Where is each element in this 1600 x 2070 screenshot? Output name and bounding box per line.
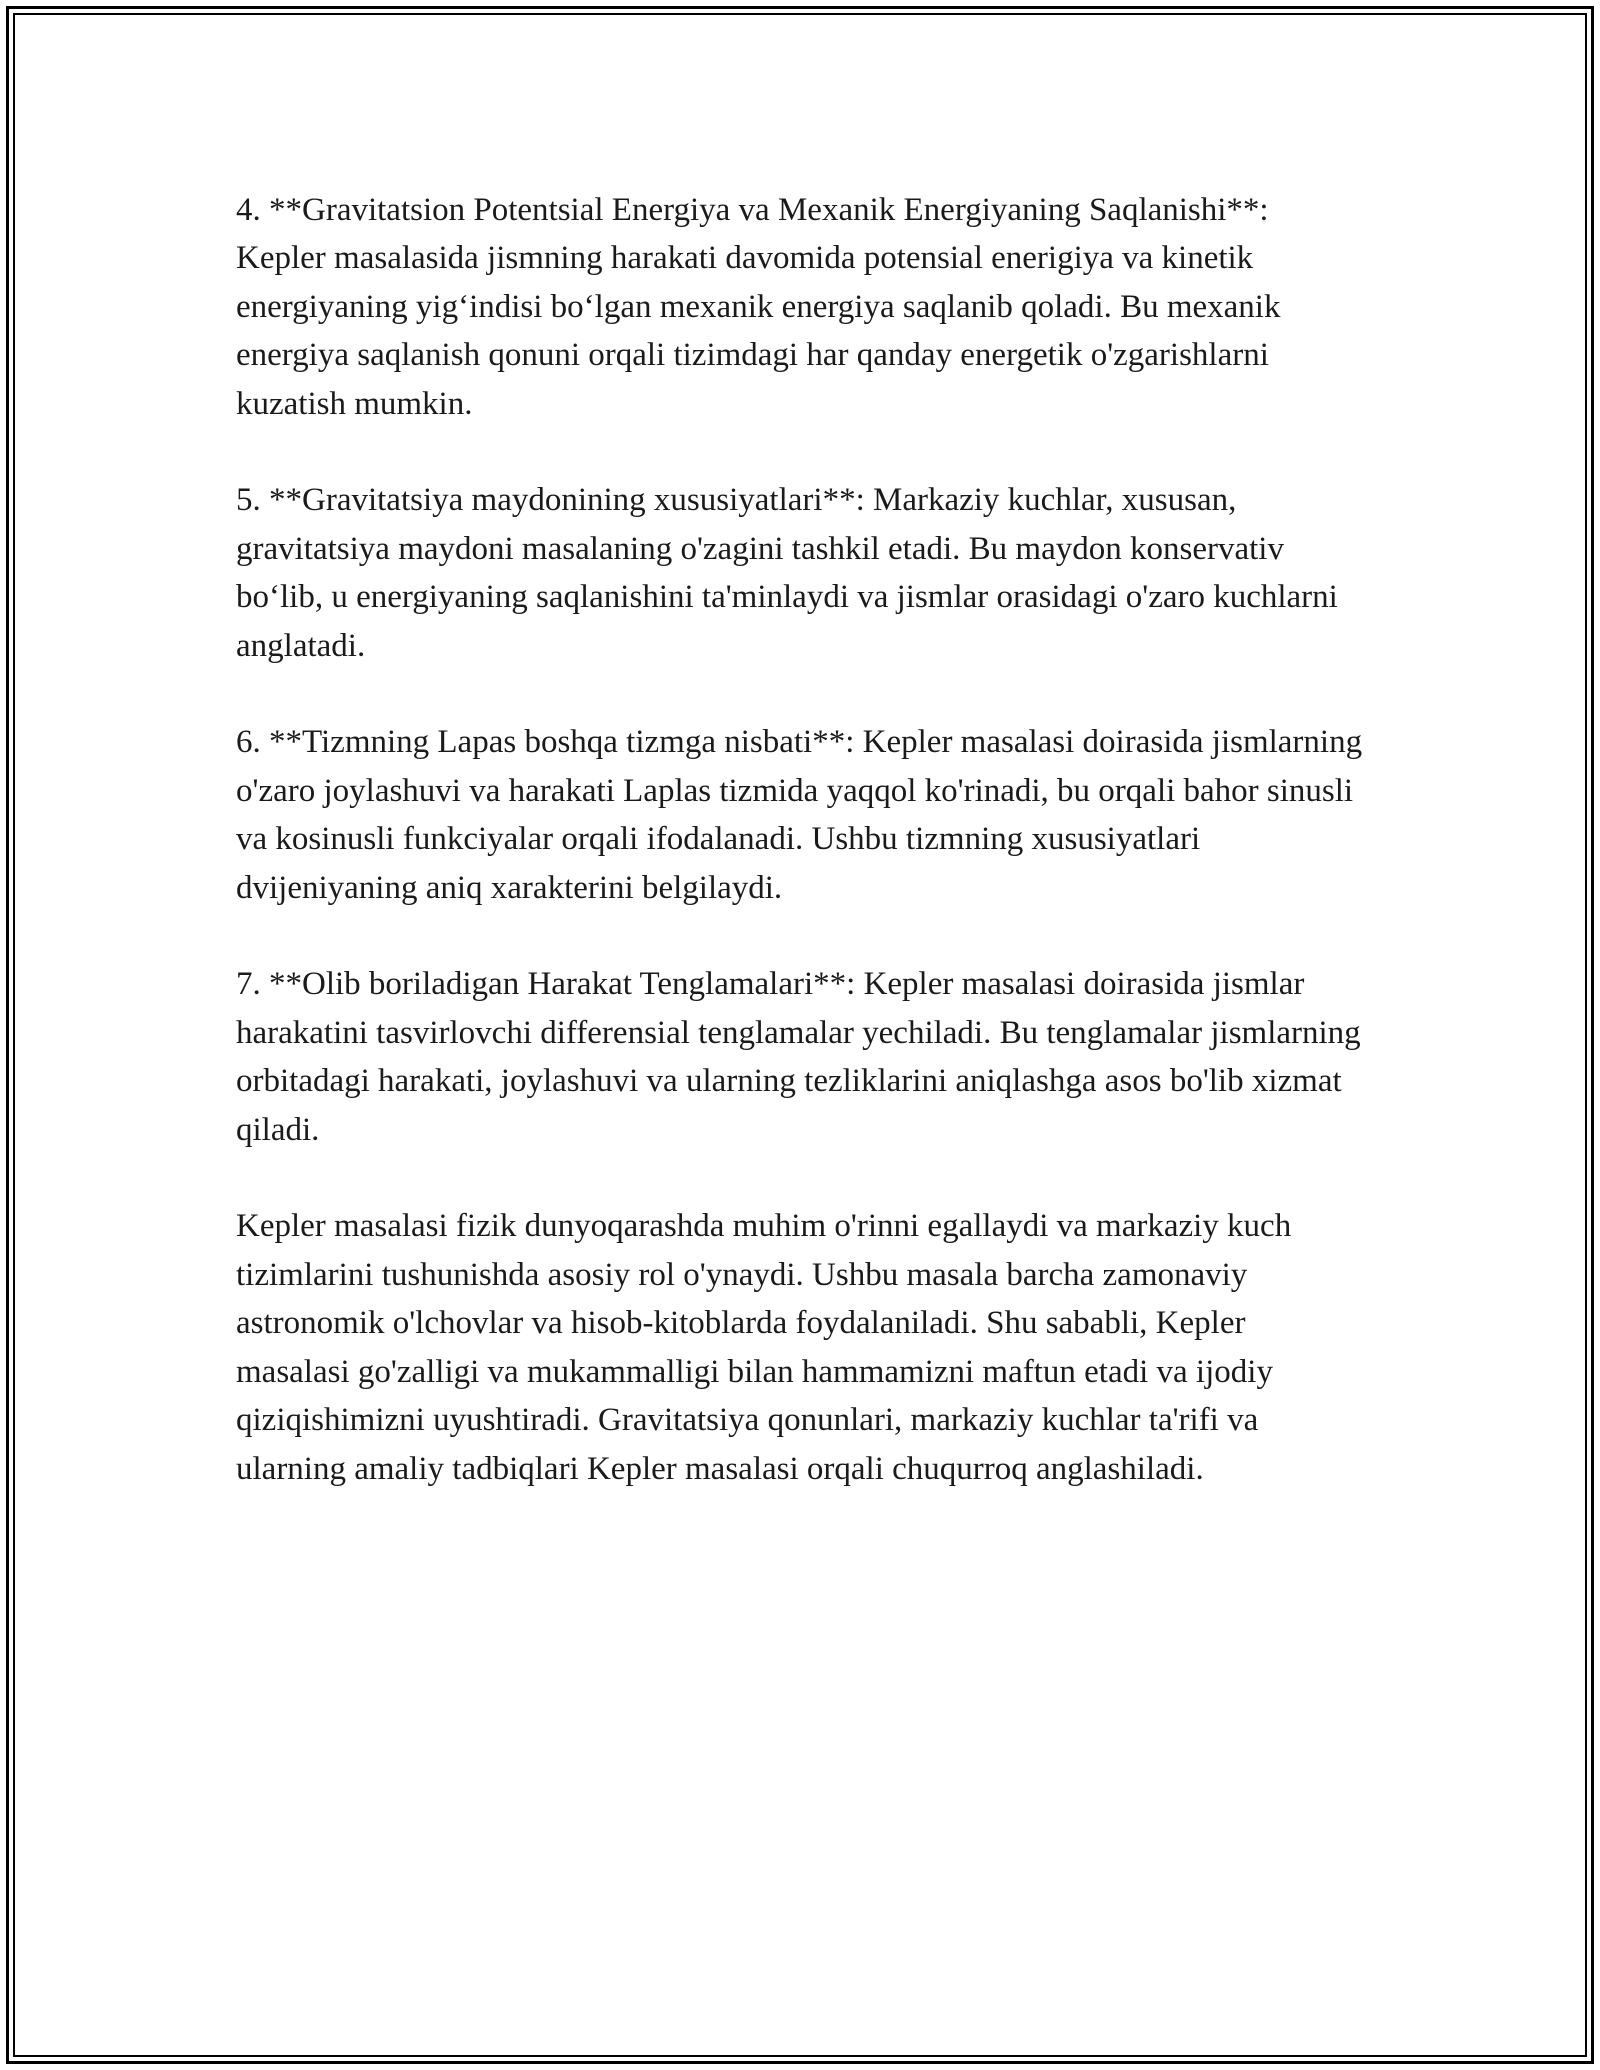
document-body xyxy=(236,186,1366,1541)
paragraph-energy-conservation: 4. **Gravitatsion Potentsial Energiya va Mexanik Energiyaning Saqlanishi**: Kepler masalasida jismning harakati davomida potensial enerigiya va kinetik energiyaning yig‘indisi bo‘lgan mexanik energiya saqlanib qoladi. Bu mexanik energiya saqlanish qonuni orqali tizimdagi har qanday energetik o'zgarishlarni kuzatish mumkin. xyxy=(236,192,1281,422)
paragraph-equations-of-motion: 7. **Olib boriladigan Harakat Tenglamalari**: Kepler masalasi doirasida jismlar harakatini tasvirlovchi differensial tenglamalar yechiladi. Bu tenglamalar jismlarning orbitadagi harakati, joylashuvi va ularning tezliklarini aniqlashga asos bo'lib xizmat qiladi. xyxy=(236,966,1361,1148)
paragraph-gravitational-field: 5. **Gravitatsiya maydonining xususiyatlari**: Markaziy kuchlar, xususan, gravitatsiya maydoni masalaning o'zagini tashkil etadi. Bu maydon konservativ bo‘lib, u energiyaning saqlanishini ta'minlaydi va jismlar orasidagi o'zaro kuchlarni anglatadi. xyxy=(236,482,1338,664)
paragraph-conclusion: Kepler masalasi fizik dunyoqarashda muhim o'rinni egallaydi va markaziy kuch tizimlarini tushunishda asosiy rol o'ynaydi. Ushbu masala barcha zamonaviy astronomik o'lchovlar va hisob-kitoblarda foydalaniladi. Shu sababli, Kepler masalasi go'zalligi va mukammalligi bilan hammamizni maftun etadi va ijodiy qiziqishimizni uyushtiradi. Gravitatsiya qonunlari, markaziy kuchlar ta'rifi va ularning amaliy tadbiqlari Kepler masalasi orqali chuqurroq anglashiladi. xyxy=(236,1208,1292,1487)
paragraph-laplace-system: 6. **Tizmning Lapas boshqa tizmga nisbati**: Kepler masalasi doirasida jismlarning o'zaro joylashuvi va harakati Laplas tizmida yaqqol ko'rinadi, bu orqali bahor sinusli va kosinusli funkciyalar orqali ifodalanadi. Ushbu tizmning xususiyatlari dvijeniyaning aniq xarakterini belgilaydi. xyxy=(236,724,1363,906)
